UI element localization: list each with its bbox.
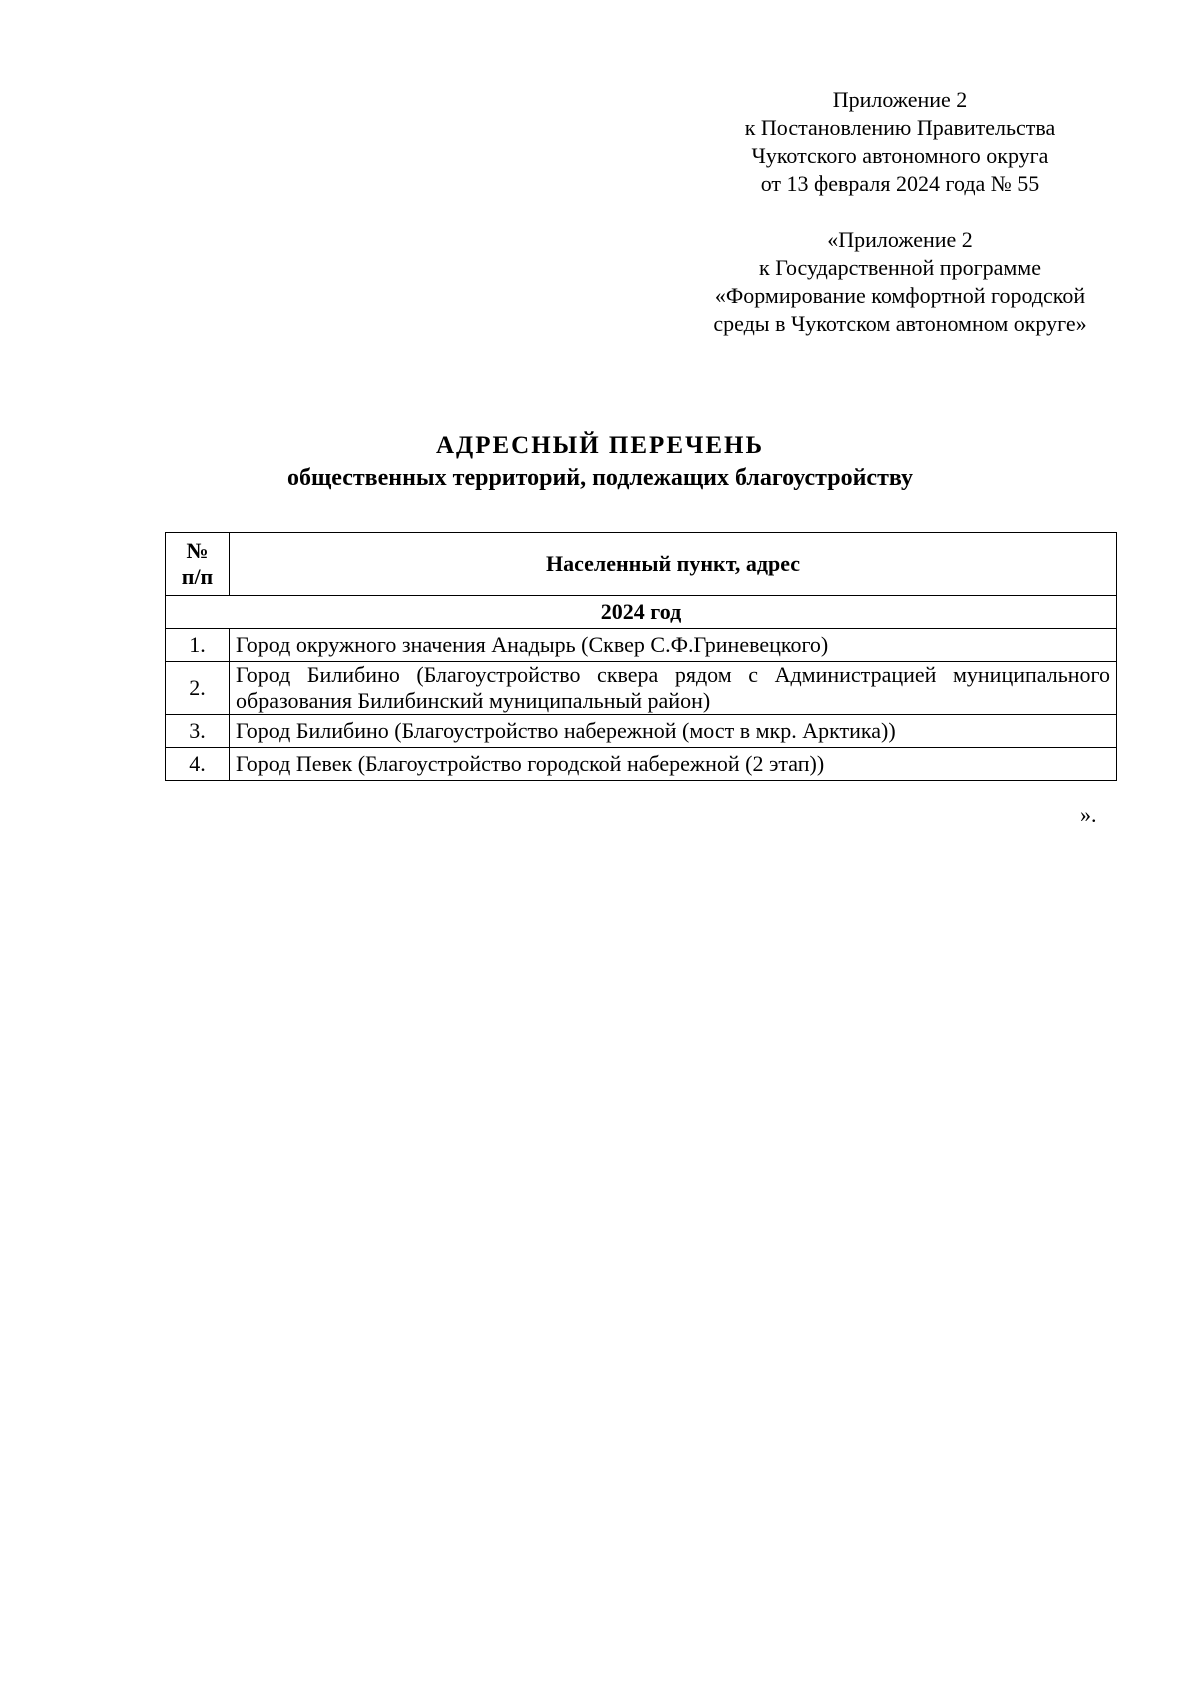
- program-appendix-header: [640, 226, 1160, 338]
- title-subtitle: общественных территорий, подлежащих благоустройству: [287, 465, 913, 491]
- table-row: [166, 662, 1117, 715]
- year-row: [166, 596, 1117, 629]
- row-number: 4.: [166, 748, 230, 781]
- header-number: [166, 533, 230, 596]
- program-appendix-line: среды в Чукотском автономном округе»: [713, 311, 1087, 336]
- table-row: [166, 715, 1117, 748]
- row-address: Город Билибино (Благоустройство набережной (мост в мкр. Арктика)): [230, 715, 1117, 748]
- appendix-line: от 13 февраля 2024 года № 55: [760, 171, 1040, 196]
- appendix-line: Чукотского автономного округа: [751, 143, 1049, 168]
- table-header-row: [166, 533, 1117, 596]
- closing-quote: ».: [1080, 802, 1097, 827]
- title-main: АДРЕСНЫЙ ПЕРЕЧЕНЬ: [435, 432, 764, 459]
- appendix-header: [640, 86, 1160, 198]
- program-appendix-line: к Государственной программе: [759, 255, 1041, 280]
- header-address: Населенный пункт, адрес: [230, 533, 1117, 596]
- document-title: [0, 430, 1200, 494]
- row-address: Город Певек (Благоустройство городской набережной (2 этап)): [230, 748, 1117, 781]
- address-table: [165, 532, 1117, 781]
- table-row: [166, 748, 1117, 781]
- year-label: 2024 год: [166, 596, 1117, 629]
- row-number: 3.: [166, 715, 230, 748]
- appendix-line: к Постановлению Правительства: [744, 115, 1056, 140]
- header-number-sign: №: [186, 538, 209, 563]
- row-number: 2.: [166, 662, 230, 715]
- row-number: 1.: [166, 629, 230, 662]
- row-address: Город окружного значения Анадырь (Сквер С.Ф.Гриневецкого): [230, 629, 1117, 662]
- program-appendix-line: «Формирование комфортной городской: [714, 283, 1086, 308]
- header-number-abbr: п/п: [181, 564, 214, 589]
- row-address: Город Билибино (Благоустройство сквера рядом с Администрацией муниципального образования Билибинский муниципальный район): [230, 662, 1117, 715]
- appendix-line: Приложение 2: [832, 87, 968, 112]
- table-row: [166, 629, 1117, 662]
- program-appendix-line: «Приложение 2: [827, 227, 973, 252]
